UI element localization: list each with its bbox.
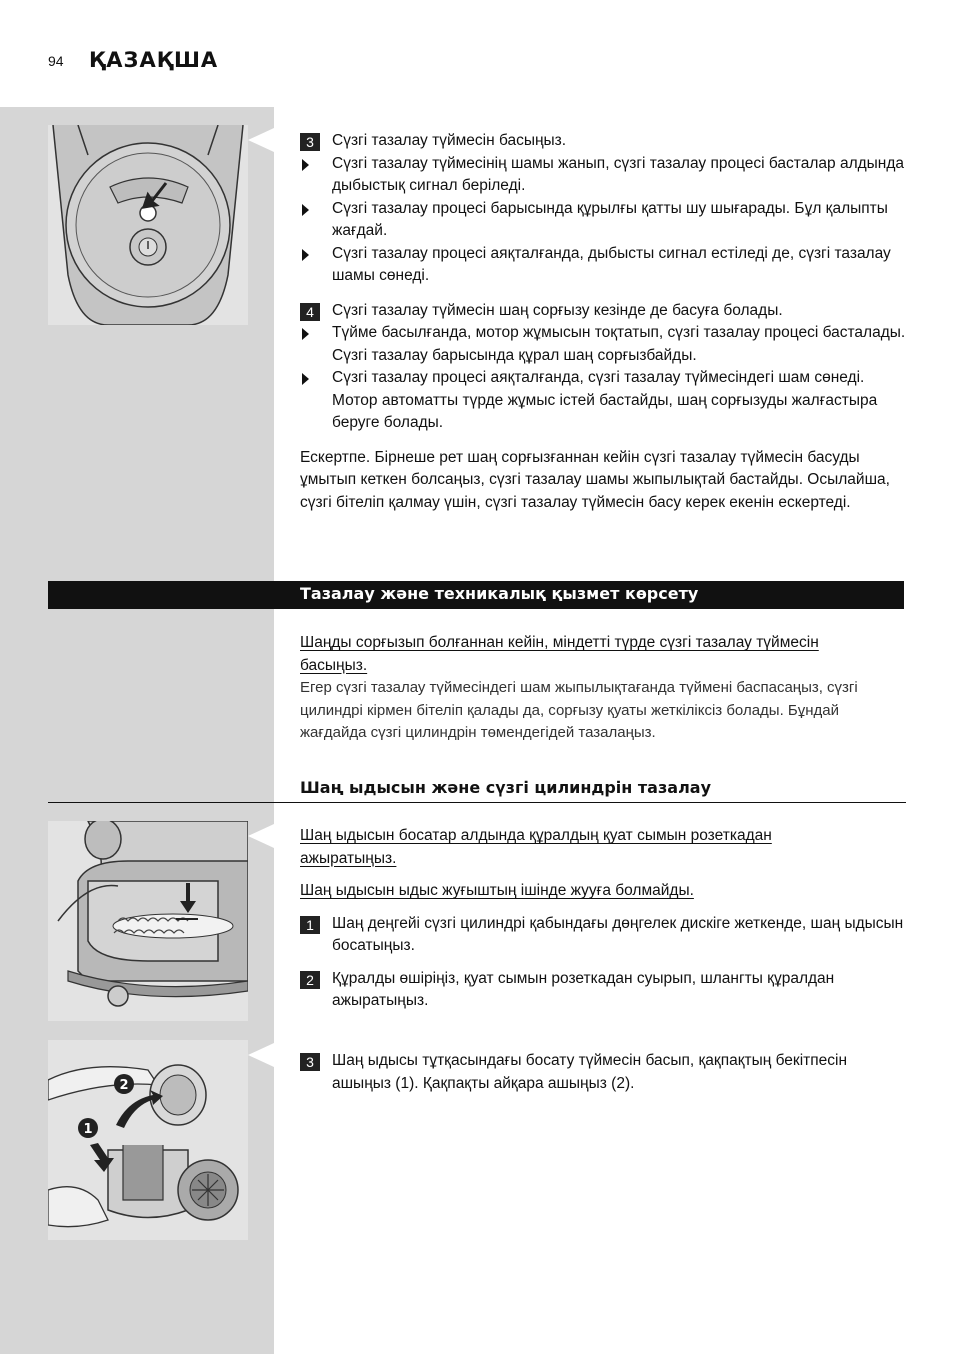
warning-unplug: Шаң ыдысын босатар алдында құралдың қуат сымын розеткадан ажыратыңыз. [300,827,772,867]
figure-pointer [248,1043,274,1067]
callout-1: 1 [83,1122,93,1137]
bullet: Сүзгі тазалау процесі аяқталғанда, сүзгі тазалау түймесіндегі шам сөнеді. Мотор автоматты түрде жұмыс істей бастайды, шаң сорғызуды жалғастыра беруге болады. [300,367,910,435]
warning-text: Шаңды сорғызып болғаннан кейін, міндетті түрде сүзгі тазалау түймесін басыңыз. [300,634,819,674]
step-4: 4 Сүзгі тазалау түймесін шаң сорғызу кезінде де басуға болады. [300,300,910,323]
section-title-cleaning: Тазалау және техникалық қызмет көрсету [300,584,699,603]
section-header-bar [48,581,904,609]
figure-dust-container [48,821,248,1021]
open-lid-illustration [48,1040,248,1240]
figure-open-container-lid [48,1040,248,1240]
subsection-title-dust-container: Шаң ыдысын және сүзгі цилиндрін тазалау [300,778,712,797]
dust-step-3: 3 Шаң ыдысы тұтқасындағы босату түймесін басып, қақпақтың бекітпесін ашыңыз (1). Қақпақты айқара ашыңыз (2). [300,1050,908,1095]
page-number: 94 [48,53,64,69]
language-title: ҚАЗАҚША [89,48,219,72]
bullet: Сүзгі тазалау процесі аяқталғанда, дыбысты сигнал естіледі де, сүзгі тазалау шамы сөнеді. [300,243,910,288]
warning-dishwasher: Шаң ыдысын ыдыс жуғыштың ішінде жууға болмайды. [300,882,694,899]
bullet: Түйме басылғанда, мотор жұмысын тоқтатып, сүзгі тазалау процесі басталады. Сүзгі тазалау барысында құрал шаң сорғызбайды. [300,322,910,367]
figure-pointer [248,824,274,848]
figure-filter-clean-button [48,125,248,325]
callout-2: 2 [119,1078,129,1093]
divider [48,802,906,803]
section-filter-clean-steps [300,130,910,514]
bullet: Сүзгі тазалау түймесінің шамы жанып, сүзгі тазалау процесі басталар алдында дыбыстық сигнал беріледі. [300,153,910,198]
section-cleaning-warning [300,632,906,745]
section-open-lid-step [300,1050,908,1095]
dust-step-1: 1 Шаң деңгейі сүзгі цилиндрі қабындағы дөңгелек дискіге жеткенде, шаң ыдысын босатыңыз. [300,913,908,958]
dust-step-2: 2 Құралды өшіріңіз, қуат сымын розеткадан суырып, шлангты құралдан ажыратыңыз. [300,968,908,1013]
figure-pointer [248,128,274,152]
step-3: 3 Сүзгі тазалау түймесін басыңыз. [300,130,910,153]
warning-detail: Егер сүзгі тазалау түймесіндегі шам жыпылықтағанда түймені баспасаңыз, сүзгі цилиндрі кірмен бітеліп қалады да, сорғызу қуаты жеткіліксіз болады. Бұндай жағдайда сүзгі цилиндрін төмендегідей тазалаңыз. [300,679,858,741]
dust-container-illustration [48,821,248,1021]
section-dust-container-steps [300,825,908,1013]
note-paragraph: Ескертпе. Бірнеше рет шаң сорғызғаннан кейін сүзгі тазалау түймесін басуды ұмытып кеткен болсаңыз, сүзгі тазалау шамы жыпылықтай бастайды. Осылайша, сүзгі бітеліп қалмау үшін, сүзгі тазалау түймесін басу керек екенін ескертеді. [300,448,890,511]
filter-button-illustration [48,125,248,325]
bullet: Сүзгі тазалау процесі барысында құрылғы қатты шу шығарады. Бұл қалыпты жағдай. [300,198,910,243]
